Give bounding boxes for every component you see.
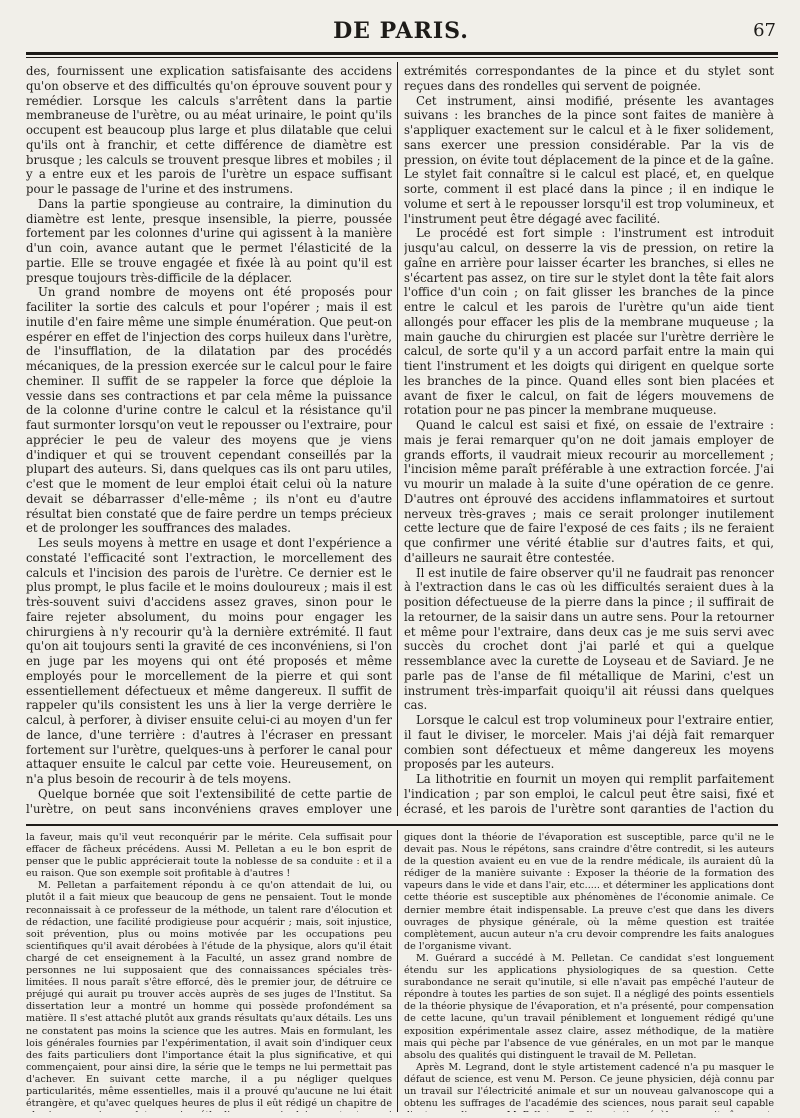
note-paragraph: M. Guérard a succédé à M. Pelletan. Ce candidat s'est longuement étendu sur les applications physiologiques de sa question. Cette surabondance ne serait qu'inutile, si elle n'avait pas empêché l'auteur de répondre à toutes les parties de son sujet. Il a négligé des points essentiels de la théorie physique de l'évaporation, et n'a présenté, pour compensation de cette lacune, qu'un travail péniblement et longuement rédigé qu'une exposition expérimentale assez claire, assez méthodique, de la matière mais qui pèche par l'absence de vue générales, en un mot par le manque absolu des qualités qui distinguent le travail de M. Pelletan.: [404, 952, 774, 1061]
column-divider: [397, 62, 398, 816]
running-title: DE PARIS.: [333, 18, 469, 44]
notes-rule: [26, 824, 778, 826]
right-column: [404, 64, 774, 814]
notes-left-column: [26, 832, 392, 1112]
note-paragraph: M. Pelletan a parfaitement répondu à ce qu'on attendait de lui, ou plutôt il a fait mieux que beaucoup de gens ne pensaient. Tout le monde reconnaissait à ce professeur de la méthode, un talent rare d'élocution et de rédaction, une facilité prodigieuse pour acquérir ; mais, soit injustice, soit prévention, plus ou moins motivée par les occupations peu scientifiques qu'il avait dérobées à l'étude de la physique, alors qu'il était chargé de cet enseignement à la Faculté, un assez grand nombre de personnes ne lui supposaient que des connaissances spéciales très-limitées. Il nous paraît s'être efforcé, dès le premier jour, de détruire ce préjugé qui aurait pu trouver accès auprès de ses juges de l'Institut. Sa dissertation leur a montré un homme qui possède profondément sa matière. Il s'est attaché plutôt aux grands résultats qu'aux détails. Les uns ne constatent pas moins la science que les autres. Mais en formulant, les lois générales fournies par l'expérimentation, il avait soin d'indiquer ceux des faits particuliers dont l'importance était la plus significative, et qui commençaient, pour ainsi dire, la série que le temps ne lui permettait pas d'achever. En suivant cette marche, il a pu négliger quelques particularités, même essentielles, mais il a prouvé qu'aucune ne lui était étrangère, et qu'avec quelques heures de plus il eût rédigé un chapitre de: [26, 880, 392, 1110]
paragraph: extrémités correspondantes de la pince et du stylet sont reçues dans des rondelles qui servent de poignée.: [404, 64, 774, 93]
note-paragraph: la faveur, mais qu'il veut reconquérir par le mérite. Cela suffisait pour effacer de fâcheux précédens. Aussi M. Pelletan a eu le bon esprit de penser que le public apprécierait toute la noblesse de sa conduite : et il a eu raison. Que son exemple soit profitable à d'autres !: [26, 832, 392, 880]
paragraph: Il est inutile de faire observer qu'il ne faudrait pas renoncer à l'extraction dans le cas où les difficultés seraient dues à la position défectueuse de la pierre dans la pince ; il suffirait de la retourner, de la saisir dans un autre sens. Pour la retourner et même pour l'extraire, dans deux cas je me suis servi avec succès du crochet dont j'ai parlé et qui a quelque ressemblance avec la curette de Loyseau et de Saviard. Je ne parle pas de l'anse de fil métallique de Marini, c'est un instrument très-imparfait quoiqu'il ait réussi dans quelques cas.: [404, 565, 774, 713]
paragraph: Dans la partie spongieuse au contraire, la diminution du diamètre est lente, presque insensible, la pierre, poussée fortement par les colonnes d'urine qui agissent à la manière d'un coin, avance autant que le permet l'élasticité de la partie. Elle se trouve engagée et fixée là au point qu'il est presque toujours très-difficile de la déplacer.: [26, 196, 392, 285]
header-rule-thick: [26, 52, 778, 55]
note-paragraph: giques dont la théorie de l'évaporation est susceptible, parce qu'il ne le devait pas. Nous le répétons, sans craindre d'être contredit, si les auteurs de la question avaient eu en vue de la rendre médicale, ils auraient dû la rédiger de la manière suivante : Exposer la théorie de la formation des vapeurs dans le vide et dans l'air, etc..... et déterminer les applications dont cette théorie est susceptible aux phénomènes de l'économie animale. Ce dernier membre était indispensable. La preuve c'est que dans les divers ouvrages de physique générale, où la même question est traitée complètement, aucun auteur n'a cru devoir comprendre les faits analogues de l'organisme vivant.: [404, 832, 774, 952]
header-rule-thin: [26, 57, 778, 58]
paragraph: Lorsque le calcul est trop volumineux pour l'extraire entier, il faut le diviser, le morceler. Mais j'ai déjà fait remarquer combien sont défectueux et même dangereux les moyens proposés par les auteurs.: [404, 713, 774, 772]
paragraph: Quelque bornée que soit l'extensibilité de cette partie de l'urètre, on peut sans inconvéniens graves employer une: [26, 786, 392, 814]
paragraph: Quand le calcul est saisi et fixé, on essaie de l'extraire : mais je ferai remarquer qu'on ne doit jamais employer de grands efforts, il vaudrait mieux recourir au morcellement ; l'incision même paraît préférable à une extraction forcée. J'ai vu mourir un malade à la suite d'une opération de ce genre. D'autres ont éprouvé des accidens inflammatoires et surtout nerveux très-graves ; mais ce serait prolonger inutilement cette lecture que de faire l'exposé de ces faits ; ils ne feraient que confirmer une vérité établie sur d'autres faits, et qui, d'ailleurs ne saurait être contestée.: [404, 418, 774, 565]
paragraph: Cet instrument, ainsi modifié, présente les avantages suivans : les branches de la pince sont faites de manière à s'appliquer exactement sur le calcul et à le fixer solidement, sans exercer une pression considérable. Par la vis de pression, on évite tout déplacement de la pince et de la gaîne. Le stylet fait connaître si le calcul est placé, et, en quelque sorte, comment il est placé dans la pince ; il en indique le volume et sert à le repousser lorsqu'il est trop volumineux, et l'instrument peut être dégagé avec facilité.: [404, 93, 774, 226]
paragraph: Les seuls moyens à mettre en usage et dont l'expérience a constaté l'efficacité sont l'extraction, le morcellement des calculs et l'incision des parois de l'urètre. Ce dernier est le plus prompt, le plus facile et le moins douloureux ; mais il est très-souvent suivi d'accidens assez graves, sinon pour le faire rejeter absolument, du moins pour engager les chirurgiens à n'y recourir qu'à la dernière extrémité. Il faut qu'on ait toujours senti la gravité de ces inconvéniens, si l'on en juge par les moyens qui ont été proposés et même employés pour le morcellement de la pierre et qui sont essentiellement défectueux et même dangereux. Il suffit de rappeler qu'ils consistent les uns à lier la verge derrière le calcul, à perforer, à diviser ensuite celui-ci au moyen d'un fer de lance, d'une terrière : d'autres à l'écraser en pressant fortement sur l'urètre, quelques-uns à perforer le canal pour attaquer ensuite le calcul par cette voie. Heureusement, on n'a plus besoin de recourir à de tels moyens.: [26, 536, 392, 786]
paragraph: La lithotritie en fournit un moyen qui remplit parfaitement l'indication ; par son emploi, le calcul peut être saisi, fixé et écrasé, et les parois de l'urètre sont garanties de l'action du: [404, 772, 774, 814]
notes-column-divider: [397, 830, 398, 1112]
left-column: [26, 64, 392, 814]
page-header: [26, 18, 776, 52]
note-paragraph: Après M. Legrand, dont le style artistement cadencé n'a pu masquer le défaut de science, est venu M. Person. Ce jeune physicien, déjà connu par un travail sur l'électricité animale et sur un nouveau galvanoscope qui a obtenu les suffrages de l'académie des sciences, nous parait seul capable: [404, 1061, 774, 1110]
paragraph: des, fournissent une explication satisfaisante des accidens qu'on observe et des difficultés qu'on éprouve souvent pour y remédier. Lorsque les calculs s'arrêtent dans la partie membraneuse de l'urètre, ou au méat urinaire, le point qu'ils occupent est beaucoup plus large et plus dilatable que celui qu'ils ont à franchir, et cette différence de diamètre est brusque ; les calculs se trouvent presque libres et mobiles ; il y a entre eux et les parois de l'urètre un espace suffisant pour le passage de l'urine et des instrumens.: [26, 64, 392, 196]
notes-right-column: [404, 832, 774, 1112]
page-number: 67: [753, 20, 776, 41]
paragraph: Un grand nombre de moyens ont été proposés pour faciliter la sortie des calculs et pour l'opérer ; mais il est inutile d'en faire même une simple énumération. Que peut-on espérer en effet de l'injection des corps huileux dans l'urètre, de l'insufflation, de la dilatation par des procédés mécaniques, de la pression exercée sur le calcul pour le faire cheminer. Il suffit de se rappeler la force que déploie la vessie dans ses contractions et par cela même la puissance de la colonne d'urine contre le calcul et la résistance qu'il faut surmonter lorsqu'on veut le repousser ou l'extraire, pour apprécier le peu de valeur des moyens que je viens d'indiquer et qui se trouvent cependant conseillés par la plupart des auteurs. Si, dans quelques cas ils ont paru utiles, c'est que le moment de leur emploi était celui où la nature devait se débarrasser d'elle-même ; ils n'ont eu d'autre résultat bien constaté que de faire perdre un temps précieux et de prolonger les souffrances des malades.: [26, 285, 392, 536]
paragraph: Le procédé est fort simple : l'instrument est introduit jusqu'au calcul, on desserre la vis de pression, on retire la gaîne en arrière pour laisser écarter les branches, si elles ne s'écartent pas assez, on tire sur le stylet dont la tête fait alors l'office d'un coin ; on fait glisser les branches de la pince entre le calcul et les parois de l'urètre qu'un aide tient allongés pour effacer les plis de la membrane muqueuse ; la main gauche du chirurgien est placée sur l'urètre derrière le calcul, de sorte qu'il y a un accord parfait entre la main qui tient l'instrument et les doigts qui dirigent en quelque sorte les branches de la pince. Quand elles sont bien placées et avant de fixer le calcul, on fait de légers mouvemens de rotation pour ne pas pincer la membrane muqueuse.: [404, 226, 774, 418]
